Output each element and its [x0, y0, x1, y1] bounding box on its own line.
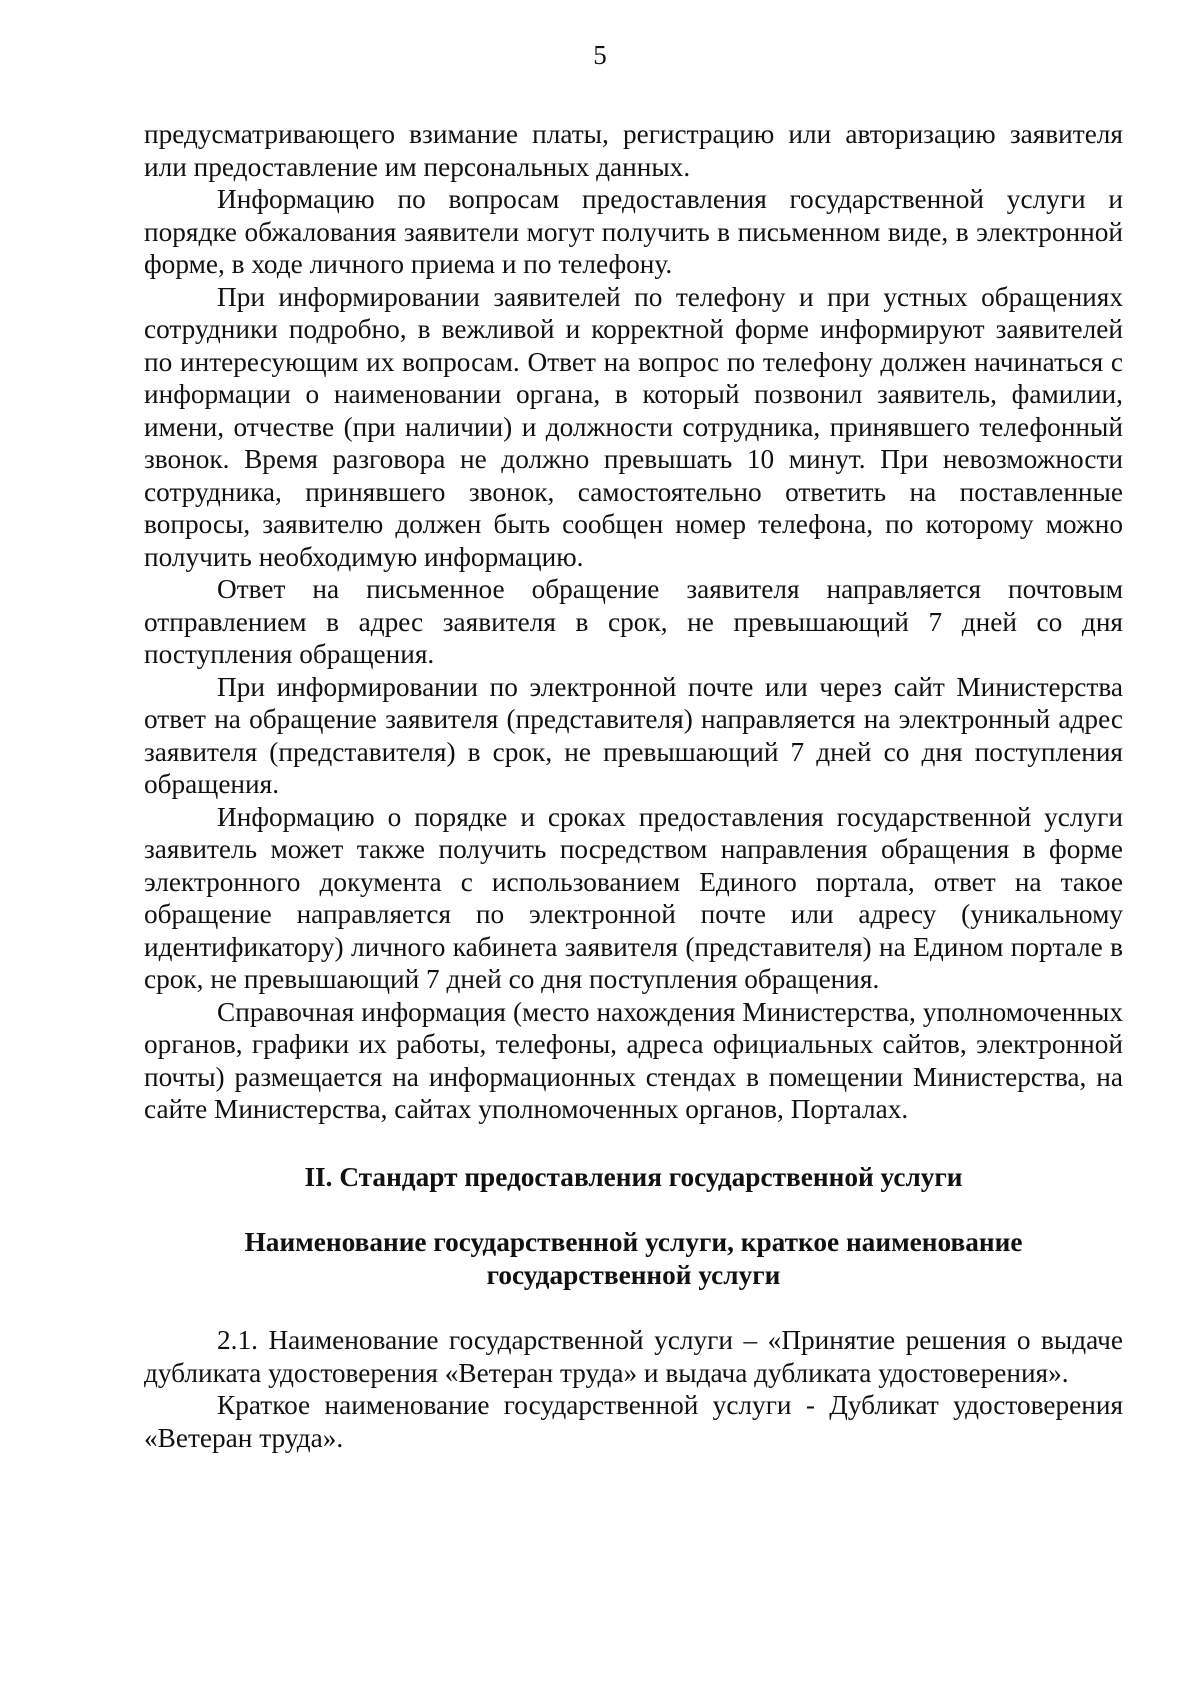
- section-heading: II. Стандарт предоставления государственной услуги: [304, 1161, 963, 1192]
- paragraph: предусматривающего взимание платы, регистрацию или авторизацию заявителя или предоставление им персональных данных.: [144, 119, 1123, 182]
- paragraph: При информировании по электронной почте или через сайт Министерства ответ на обращение заявителя (представителя) направляется на электронный адрес заявителя (представителя) в срок, не превышающий 7 дней со дня поступления обращения.: [144, 671, 1123, 799]
- paragraph: Информацию по вопросам предоставления государственной услуги и порядке обжалования заявители могут получить в письменном виде, в электронной форме, в ходе личного приема и по телефону.: [144, 184, 1123, 279]
- paragraph: 2.1. Наименование государственной услуги – «Принятие решения о выдаче дубликата удостоверения «Ветеран труда» и выдача дубликата удостоверения».: [144, 1325, 1123, 1388]
- document-body: [144, 118, 1123, 1454]
- paragraph: Информацию о порядке и сроках предоставления государственной услуги заявитель может также получить посредством направления обращения в форме электронного документа с использованием Единого портала, ответ на такое обращение направляется по электронной почте или адресу (уникальному идентификатору) личного кабинета заявителя (представителя) на Едином портале в срок, не превышающий 7 дней со дня поступления обращения.: [144, 801, 1123, 994]
- subheading-line: государственной услуги: [486, 1259, 781, 1290]
- subheading-line: Наименование государственной услуги, краткое наименование: [244, 1227, 1023, 1257]
- paragraph: Краткое наименование государственной услуги - Дубликат удостоверения «Ветеран труда».: [144, 1390, 1123, 1453]
- paragraph: Справочная информация (место нахождения Министерства, уполномоченных органов, графики их работы, телефоны, адреса официальных сайтов, электронной почты) размещается на информационных стендах в помещении Министерства, на сайте Министерства, сайтах уполномоченных органов, Порталах.: [144, 996, 1123, 1124]
- paragraph: Ответ на письменное обращение заявителя направляется почтовым отправлением в адрес заявителя в срок, не превышающий 7 дней со дня поступления обращения.: [144, 574, 1123, 669]
- subheading: [144, 1226, 1123, 1291]
- paragraph: При информировании заявителей по телефону и при устных обращениях сотрудники подробно, в вежливой и корректной форме информируют заявителей по интересующим их вопросам. Ответ на вопрос по телефону должен начинаться с информации о наименовании органа, в который позвонил заявитель, фамилии, имени, отчестве (при наличии) и должности сотрудника, принявшего телефонный звонок. Время разговора не должно превышать 10 минут. При невозможности сотрудника, принявшего звонок, самостоятельно ответить на поставленные вопросы, заявителю должен быть сообщен номер телефона, по которому можно получить необходимую информацию.: [144, 281, 1123, 572]
- page-number: 5: [593, 40, 607, 70]
